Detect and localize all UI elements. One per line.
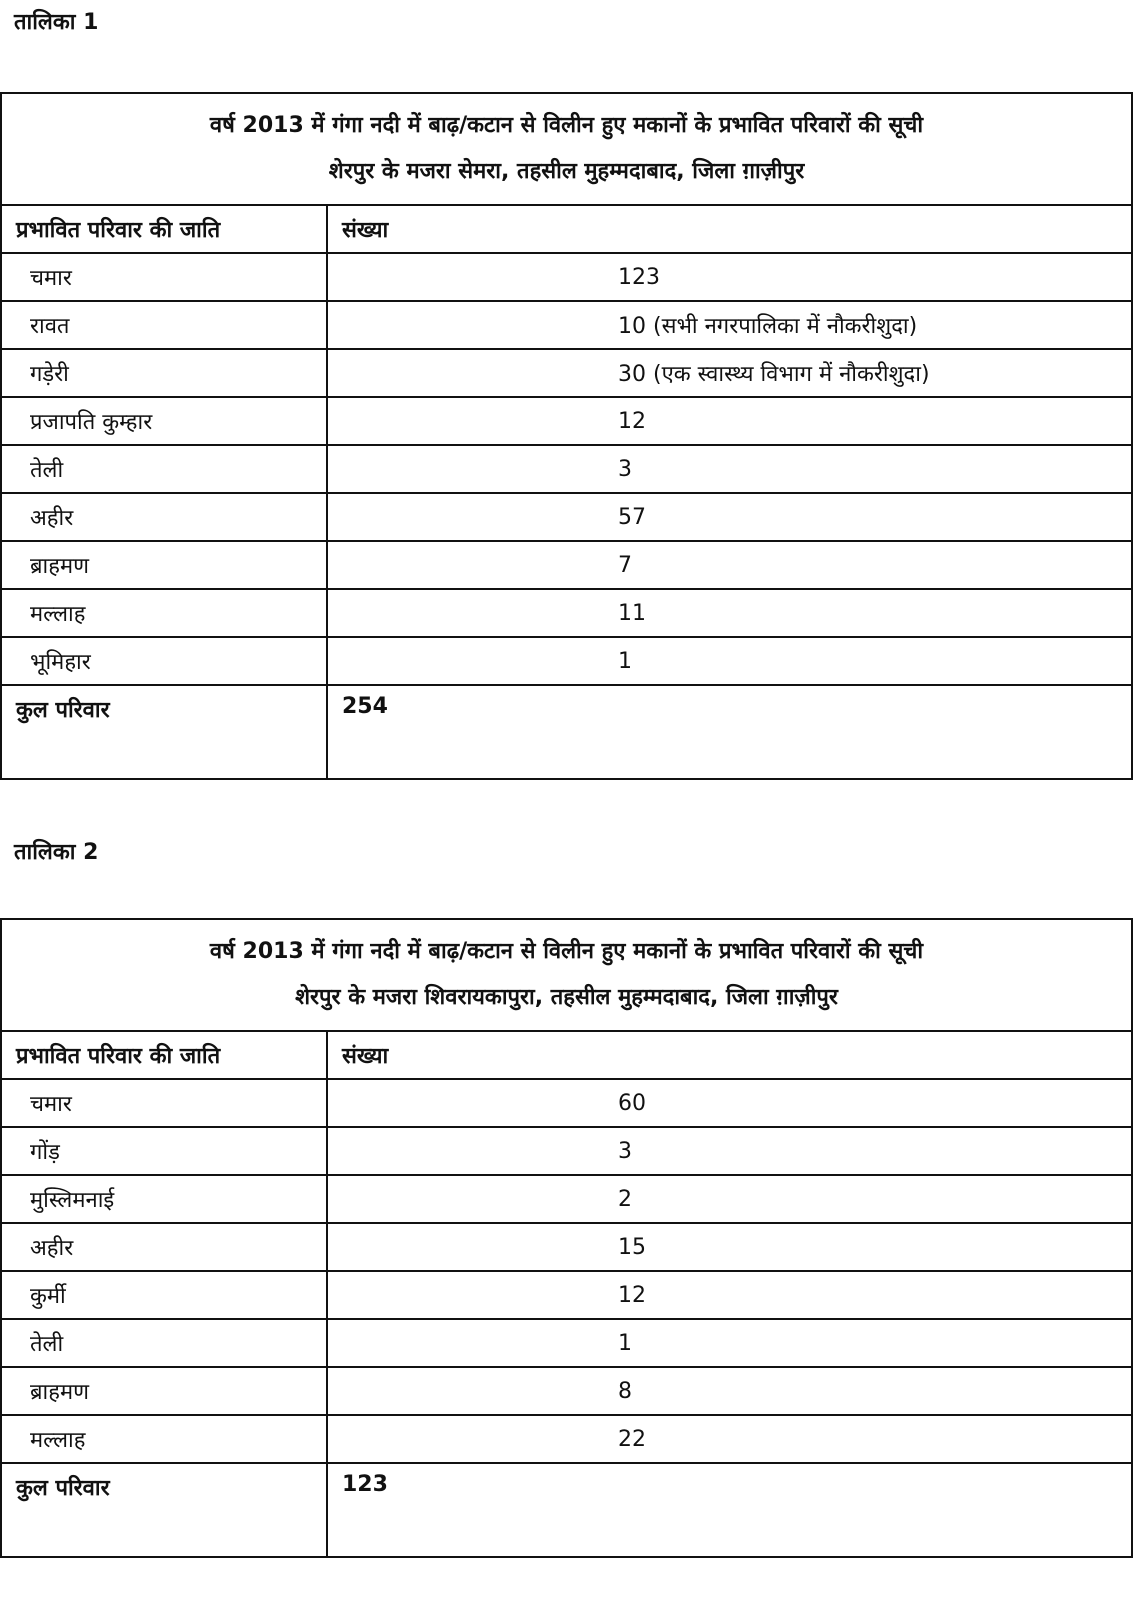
caste-cell: भूमिहार [1, 637, 327, 685]
table-1-total-row [1, 685, 1132, 779]
table-2-title [1, 919, 1132, 1031]
table-row [1, 589, 1132, 637]
table-row [1, 541, 1132, 589]
table-row [1, 397, 1132, 445]
count-cell: 30 (एक स्वास्थ्य विभाग में नौकरीशुदा) [327, 349, 1132, 397]
count-cell: 3 [327, 1127, 1132, 1175]
caste-cell: चमार [1, 1079, 327, 1127]
count-cell: 57 [327, 493, 1132, 541]
count-cell: 10 (सभी नगरपालिका में नौकरीशुदा) [327, 301, 1132, 349]
caste-cell: कुर्मी [1, 1271, 327, 1319]
table-2 [0, 918, 1133, 1558]
count-cell: 11 [327, 589, 1132, 637]
table-row [1, 1271, 1132, 1319]
caste-cell: अहीर [1, 493, 327, 541]
table-2-label: तालिका 2 [14, 840, 99, 865]
table-row [1, 1367, 1132, 1415]
caste-cell: चमार [1, 253, 327, 301]
table-2-title-line2: शेरपुर के मजरा शिवरायकापुरा, तहसील मुहम्मदाबाद, जिला ग़ाज़ीपुर [295, 985, 838, 1010]
caste-cell: गड़ेरी [1, 349, 327, 397]
table-row [1, 1079, 1132, 1127]
count-cell: 12 [327, 1271, 1132, 1319]
caste-cell: रावत [1, 301, 327, 349]
table-row [1, 1223, 1132, 1271]
column-header-caste: प्रभावित परिवार की जाति [1, 1031, 327, 1079]
caste-cell: मल्लाह [1, 1415, 327, 1463]
column-header-count: संख्या [327, 1031, 1132, 1079]
table-row [1, 445, 1132, 493]
column-header-caste: प्रभावित परिवार की जाति [1, 205, 327, 253]
caste-cell: ब्राहमण [1, 1367, 327, 1415]
column-header-count: संख्या [327, 205, 1132, 253]
caste-cell: तेली [1, 445, 327, 493]
table-2-header-row [1, 1031, 1132, 1079]
table-1-title-row [1, 93, 1132, 205]
caste-cell: मल्लाह [1, 589, 327, 637]
table-1 [0, 92, 1133, 780]
table-2-title-line1: वर्ष 2013 में गंगा नदी में बाढ़/कटान से विलीन हुए मकानों के प्रभावित परिवारों की सूची [209, 939, 924, 964]
table-row [1, 1319, 1132, 1367]
total-label: कुल परिवार [1, 1463, 327, 1557]
count-cell: 7 [327, 541, 1132, 589]
table-1-title [1, 93, 1132, 205]
count-cell: 8 [327, 1367, 1132, 1415]
count-cell: 1 [327, 1319, 1132, 1367]
count-cell: 1 [327, 637, 1132, 685]
total-value: 123 [327, 1463, 1132, 1557]
table-row [1, 637, 1132, 685]
table-row [1, 493, 1132, 541]
count-cell: 22 [327, 1415, 1132, 1463]
caste-cell: अहीर [1, 1223, 327, 1271]
count-cell: 60 [327, 1079, 1132, 1127]
total-value: 254 [327, 685, 1132, 779]
count-cell: 123 [327, 253, 1132, 301]
count-cell: 3 [327, 445, 1132, 493]
caste-cell: प्रजापति कुम्हार [1, 397, 327, 445]
table-row [1, 253, 1132, 301]
table-1-label: तालिका 1 [14, 10, 99, 35]
table-2-total-row [1, 1463, 1132, 1557]
caste-cell: मुस्लिमनाई [1, 1175, 327, 1223]
count-cell: 2 [327, 1175, 1132, 1223]
table-row [1, 1175, 1132, 1223]
table-row [1, 349, 1132, 397]
table-row [1, 1415, 1132, 1463]
caste-cell: ब्राहमण [1, 541, 327, 589]
table-1-title-line1: वर्ष 2013 में गंगा नदी में बाढ़/कटान से विलीन हुए मकानों के प्रभावित परिवारों की सूची [209, 113, 924, 138]
caste-cell: गोंड़ [1, 1127, 327, 1175]
table-row [1, 1127, 1132, 1175]
total-label: कुल परिवार [1, 685, 327, 779]
table-row [1, 301, 1132, 349]
caste-cell: तेली [1, 1319, 327, 1367]
count-cell: 15 [327, 1223, 1132, 1271]
table-2-title-row [1, 919, 1132, 1031]
table-1-header-row [1, 205, 1132, 253]
count-cell: 12 [327, 397, 1132, 445]
table-1-title-line2: शेरपुर के मजरा सेमरा, तहसील मुहम्मदाबाद, जिला ग़ाज़ीपुर [328, 159, 805, 184]
